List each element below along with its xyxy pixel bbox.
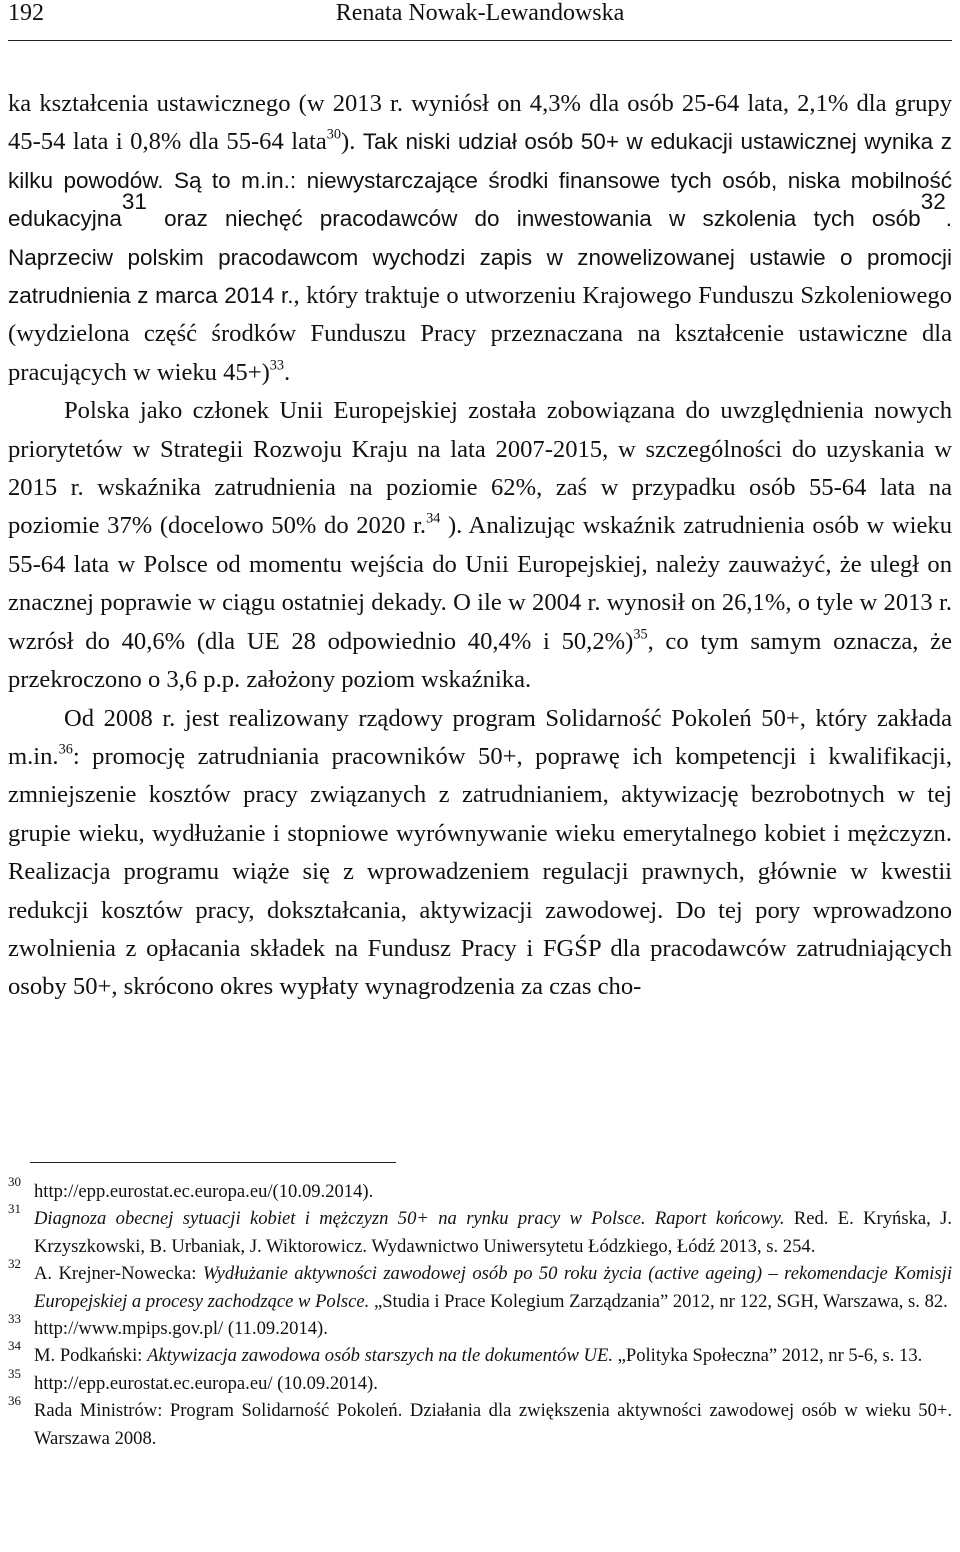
- footnote-36: [8, 1393, 952, 1452]
- footnote-rest: „Polityka Społeczna” 2012, nr 5-6, s. 13.: [612, 1345, 923, 1367]
- footnote-text: [34, 1260, 952, 1315]
- footnote-number: 35: [8, 1365, 21, 1381]
- footnote-35: [8, 1365, 952, 1397]
- footnote-rest: „Studia i Prace Kolegium Zarządzania” 2012, nr 122, SGH, Warszawa, s. 82.: [369, 1290, 948, 1312]
- footnote-separator: [30, 1162, 396, 1163]
- text-run: , co tym samym oznacza, że przekroczono o 3,6 p.p. założony poziom wskaźnika.: [8, 627, 952, 694]
- running-head-author: Renata Nowak-Lewandowska: [335, 0, 625, 26]
- footnote-ref-36[interactable]: 36: [58, 741, 73, 758]
- footnote-rest: Red. E. Kryńska, J. Krzyszkowski, B. Urbaniak, J. Wiktorowicz. Wydawnictwo Uniwersytetu Łódzkiego, Łódź 2013, s. 254.: [34, 1208, 952, 1257]
- text-run: , który traktuje o utworzeniu Krajowego Funduszu Szkoleniowego (wydzielona część środków Funduszu Pracy przeznaczana na kształcenie ustawiczne dla pracujących w wieku 45+): [8, 282, 952, 386]
- footnote-33: [8, 1311, 952, 1342]
- text-run: ).: [341, 128, 363, 156]
- footnote-ref-32[interactable]: 32: [920, 189, 946, 215]
- footnotes: [8, 1174, 952, 1452]
- footnote-34: [8, 1338, 952, 1369]
- text-run: oraz niechęć pracodawców do inwestowania w szkolenia tych osób: [146, 206, 921, 232]
- footnote-ref-35[interactable]: 35: [633, 626, 648, 642]
- text-run: : promocję zatrudniania pracowników 50+, poprawę ich kompetencji i kwalifikacji, zmniejszenie kosztów pracy związanych z zatrudnianiem, aktywizację bezrobotnych w tej grupie wieku, wydłużanie i stopniowe wyrównywanie wieku emerytalnego kobiet i mężczyzn. Realizacja programu wiąże się z wprowadzeniem regulacji prawnych, głównie w kwestii redukcji kosztów pracy, dokształcania, aktywizacji zawodowej. Do tej pory wprowadzono zwolnienia z opłacania składek na Fundusz Pracy i FGŚP dla pracodawców zatrudniających osoby 50+, skrócono okres wypłaty wynagrodzenia za czas cho-: [8, 742, 952, 1001]
- footnote-title: Aktywizacja zawodowa osób starszych na tle dokumentów UE.: [147, 1345, 613, 1367]
- footnote-text: [34, 1205, 952, 1260]
- footnote-number: 33: [8, 1311, 21, 1327]
- footnote-text: [34, 1342, 952, 1369]
- footnote-ref-34[interactable]: 34: [426, 510, 441, 527]
- text-run: ka kształcenia ustawicznego (w 2013 r. wyniósł on 4,3% dla osób 25-64 lata, 2,1% dla grupy 45-54 lata i 0,8% dla 55-64 lata: [8, 90, 952, 156]
- footnote-number: 36: [8, 1393, 21, 1409]
- text-run: Tak niski udział osób 50+ w edukacji ustawicznej wynika z kilku powodów. Są to m.in.: niewystarczające środki finansowe tych osób, niska mobilność edukacyjna: [8, 129, 953, 232]
- footnote-number: 34: [8, 1338, 21, 1354]
- text-run: . Naprzeciw polskim pracodawcom wychodzi zapis w znowelizowanej ustawie o promocji zatrudnienia z marca 2014 r.: [8, 206, 952, 309]
- paragraph-3: [8, 700, 952, 1007]
- text-run: ). Analizując wskaźnik zatrudnienia osób w wieku 55-64 lata w Polsce od momentu wejścia do Unii Europejskiej, należy zauważyć, że uległ on znacznej poprawie w ciągu ostatniej dekady. O ile w 2004 r. wynosił on 26,1%, o tyle w 2013 r. wzrósł do 40,6% (dla UE 28 odpowiednio 40,4% i 50,2%): [8, 512, 953, 655]
- footnote-number: 30: [8, 1174, 21, 1189]
- footnote-32: [8, 1256, 952, 1315]
- footnote-30: [8, 1174, 952, 1205]
- running-header: [8, 0, 952, 41]
- footnote-number: 32: [8, 1256, 21, 1272]
- footnote-ref-33[interactable]: 33: [269, 357, 285, 374]
- footnote-number: 31: [8, 1201, 21, 1217]
- paragraph-1: [8, 85, 952, 392]
- footnote-title: Diagnoza obecnej sytuacji kobiet i mężczyzn 50+ na rynku pracy w Polsce. Raport końcowy.: [34, 1208, 785, 1230]
- footnote-author: M. Podkański:: [34, 1345, 148, 1367]
- footnote-ref-31[interactable]: 31: [121, 189, 147, 215]
- text-run: Od 2008 r. jest realizowany rządowy program Solidarność Pokoleń 50+, który zakłada m.in.: [8, 704, 952, 770]
- text-run: .: [284, 358, 291, 386]
- page-number: 192: [8, 0, 44, 26]
- footnote-link[interactable]: http://www.mpips.gov.pl/ (11.09.2014).: [34, 1318, 328, 1340]
- text-run: Polska jako członek Unii Europejskiej została zobowiązana do uwzględnienia nowych priorytetów w Strategii Rozwoju Kraju na lata 2007-2015, w szczególności do uzyskania w 2015 r. wskaźnika zatrudnienia na poziomie 62%, zaś w przypadku osób 55-64 lata na poziomie 37% (docelowo 50% do 2020 r.: [8, 397, 952, 540]
- footnote-link[interactable]: http://epp.eurostat.ec.europa.eu/(10.09.2014).: [34, 1181, 374, 1202]
- footnote-ref-30[interactable]: 30: [326, 126, 342, 143]
- footnote-text: Rada Ministrów: Program Solidarność Pokoleń. Działania dla zwiększenia aktywności zawodowej osób w wieku 50+. Warszawa 2008.: [34, 1400, 952, 1449]
- body-text: [8, 85, 952, 1007]
- footnote-author: A. Krejner-Nowecka:: [34, 1263, 203, 1285]
- paragraph-2: [8, 392, 952, 699]
- footnote-title: Wydłużanie aktywności zawodowej osób po 50 roku życia (active ageing) – rekomendacje Komisji Europejskiej a procesy zachodzące w Polsce.: [34, 1263, 952, 1312]
- footnote-31: [8, 1201, 952, 1260]
- footnote-link[interactable]: http://epp.eurostat.ec.europa.eu/ (10.09.2014).: [34, 1372, 378, 1394]
